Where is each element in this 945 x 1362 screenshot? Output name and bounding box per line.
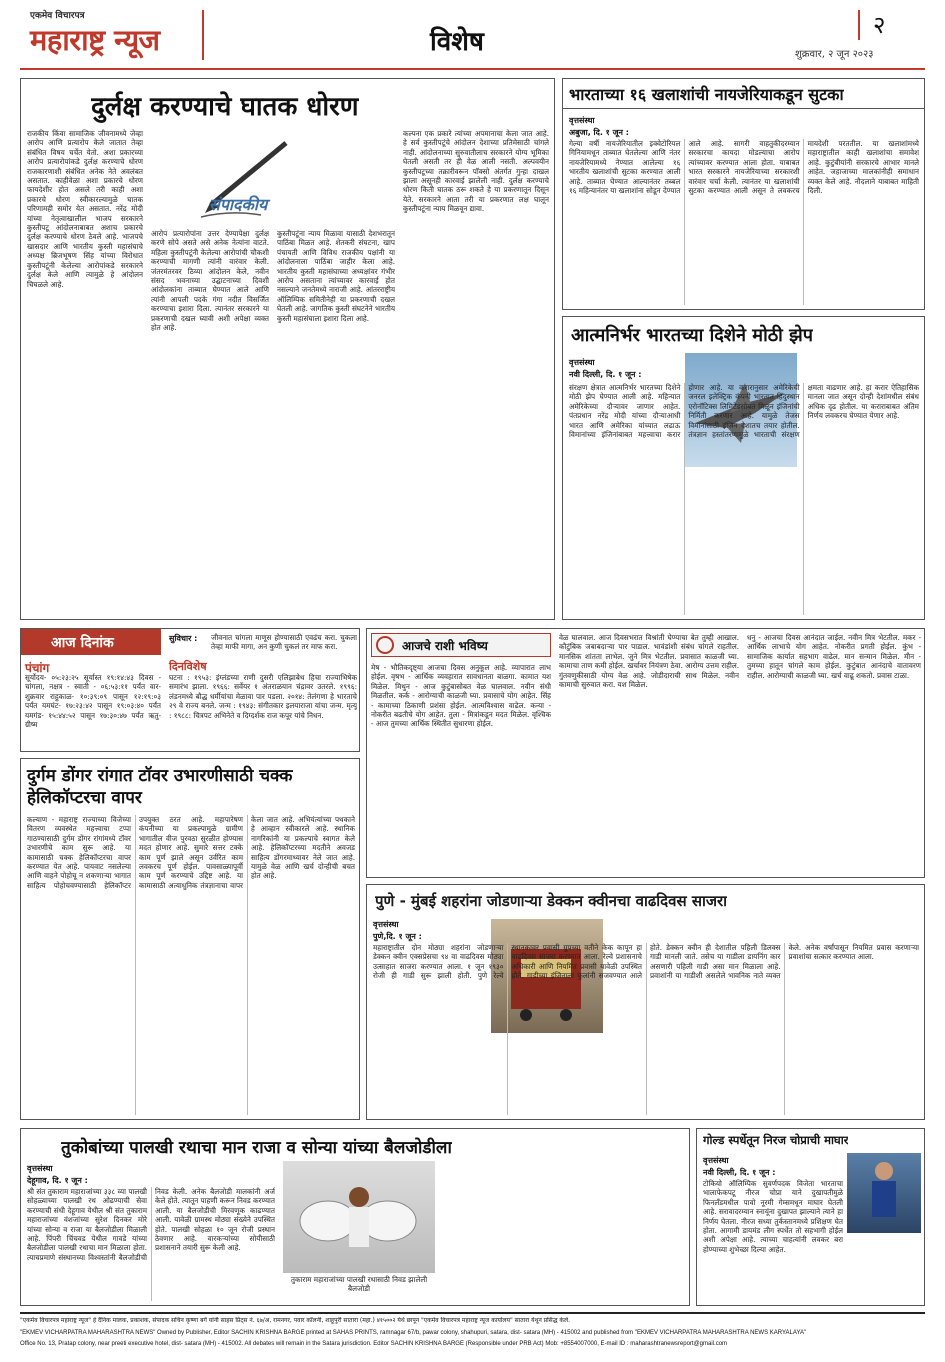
neeraj-body: टोकियो ऑलिम्पिक सुवर्णपदक विजेता भारताचा भालाफेकपटू नीरज चोप्रा याने दुखापतीमुळे फिनलँडमधील पावो नूरमी गेम्समधून माघार घेतली आहे. सरावादरम्यान स्नायूंना दुखापत झाल्याने त्याने हा निर्णय घेतला. नीरज सध्या तुर्कस्तानमध्ये प्रशिक्षण घेत होता. आगामी डायमंड लीग स्पर्धेत तो सहभागी होईल अशी अपेक्षा आहे. त्याच्या चाहत्यांनी लवकर बरा होण्याच्या शुभेच्छा दिल्या आहेत. [703,1179,843,1254]
editorial-box [20,78,555,620]
suvichar-label: सुविचार : [169,634,198,643]
deccan-headline: पुणे - मुंबई शहरांना जोडणाऱ्या डेक्कन क्वीनचा वाढदिवस साजरा [375,892,728,910]
footer-line3: Office No. 13, Pratap colony, near preeti executive hotel, dist- satara (MH) - 415002. All debates will remain in the Satara jurisdiction. Editor SACHIN KRISHNA BARGE (Responsible under PRB Act) Mob: +8554007000, E-mail ID : maharashtranewsreport@gmail.com [20,1341,728,1347]
page-number: २ [873,11,886,39]
nigeria-headline-bar [563,79,924,109]
neeraj-dateline: वृत्तसंस्था [703,1156,729,1165]
durgam-body: कल्याण - महाराष्ट्र राज्याच्या विजेच्या वितरण व्यवस्थेत महत्त्वाचा टप्पा गाठण्यासाठी दुर्गम डोंगर रांगांमध्ये टॉवर उभारणीचे काम सुरू आहे. या कामासाठी चक्क हेलिकॉप्टरचा वापर करण्यात येत आहे. पायवाट नसलेल्या आणि वाहने पोहोचू न शकणाऱ्या भागात साहित्य पोहोचवण्यासाठी हेलिकॉप्टर उपयुक्त ठरत आहे. महापारेषण कंपनीच्या या प्रकल्पामुळे ग्रामीण भागातील वीज पुरवठा सुरळीत होण्यास मदत होणार आहे. सुमारे सत्तर टक्के काम पूर्ण झाले असून उर्वरित काम लवकरच पूर्ण होईल. पावसाळ्यापूर्वी काम पूर्ण करण्याचे उद्दिष्ट आहे. या कामासाठी अत्याधुनिक तंत्रज्ञानाचा वापर केला जात आहे. अभियंत्यांच्या पथकाने हे आव्हान स्वीकारले आहे. स्थानिक नागरिकांनी या प्रकल्पाचे स्वागत केले आहे. हेलिकॉप्टरच्या मदतीने अवजड साहित्य डोंगरमाथ्यावर नेले जात आहे. यामुळे वेळ आणि खर्च दोन्हीची बचत होत आहे. [27,815,355,890]
palkhi-story [20,1128,690,1306]
durgam-story [20,758,360,1120]
editorial-col4: कल्पना एक प्रकारे त्यांच्या अपमानाचा केला जात आहे. हे सर्व कुस्तीपटूंचे आंदोलन देशाच्या प्रतिमेसाठी चांगले नाही. आंदोलनाच्या सुरुवातीलाच सरकारने योग्य भूमिका घेतली असती तर ही वेळ आली नसती. अल्पवयीन कुस्तीपटूच्या तक्रारीवरून पॉक्सो अंतर्गत गुन्हा दाखल झाला असूनही कारवाई झालेली नाही. दुर्लक्ष करण्याचे धोरण किती घातक ठरू शकते हे या प्रकरणातून दिसून येते. सरकारने आता तरी या प्रकरणात लक्ष घालून कुस्तीपटूंना न्याय मिळवून द्यावा. [403,129,549,214]
palkhi-city: देहूगाव, दि. १ जून : [27,1176,88,1185]
editorial-col3: कुस्तीपटूंना न्याय मिळावा यासाठी देशभरातून पाठिंबा मिळत आहे. शेतकरी संघटना, खाप पंचायती आणि विविध राजकीय पक्षांनी या आंदोलनाला पाठिंबा जाहीर केला आहे. भारतीय कुस्ती महासंघाच्या अध्यक्षांवर गंभीर आरोप असताना त्यांच्यावर कारवाई होत नसल्याने जनतेमध्ये नाराजी आहे. आंतरराष्ट्रीय ऑलिम्पिक समितीनेही या प्रकरणाची दखल घेतली आहे. जागतिक कुस्ती संघटनेने भारतीय कुस्ती महासंघाला इशारा दिला आहे. [277,229,395,323]
editorial-headline: दुर्लक्ष करण्याचे घातक धोरण [91,92,359,122]
athlete-icon [847,1153,921,1233]
selfreliant-city: नवी दिल्ली, दि. १ जून : [569,370,642,379]
palkhi-caption: तुकाराम महाराजांच्या पालखी रथासाठी निवड झालेली बैलजोडी [290,1275,428,1294]
section-title: विशेष [430,27,484,57]
nigeria-city: अबुजा, दि. १ जून : [569,128,629,137]
masthead-divider-left [202,10,204,60]
masthead-tagline: एकमेव विचारपत्र [30,11,85,21]
masthead-divider-right [858,10,860,40]
rashi-header [371,633,551,657]
palkhi-headline: तुकोबांच्या पालखी रथाचा मान राजा व सोन्या यांच्या बैलजोडीला [61,1138,452,1158]
editorial-label: संपादकीय [209,195,268,214]
rashi-col3: धनु - आजचा दिवस आनंदात जाईल. नवीन मित्र भेटतील. मकर - आर्थिक लाभाचे योग आहेत. नोकरीत प्रगती होईल. कुंभ - सामाजिक कार्यात सहभाग वाढेल. मान सन्मान मिळेल. मीन - तुमच्या हातून चांगले काम होईल. कुटुंबात आनंदाचे वातावरण राहील. आरोग्याची काळजी घ्या. खर्च वाढू शकतो. प्रवास टाळा. [747,633,921,680]
suvichar-text: जीवनात चांगला माणूस होण्यासाठी एवढंच करा. चुकला तेव्हा माफी मागा, अन कुणी चुकलं तर माफ करा. [211,633,357,652]
dinvishesh-label: दिनविशेष [169,660,207,673]
durgam-headline: दुर्गम डोंगर रांगात टॉवर उभारणीसाठी चक्क हेलिकॉप्टरचा वापर [27,766,293,808]
rashi-col2: वेळ घालवाल. आज दिवसभरात विश्रांती घेण्याचा बेत तुम्ही आखाल. कौटुंबिक जबाबदाऱ्या पार पाडाल. भावंडांशी संबंध चांगले राहतील. मानसिक शांतता लाभेल. जुने मित्र भेटतील. प्रवासात काळजी घ्या. कामाचा ताण कमी होईल. खर्चावर नियंत्रण ठेवा. आरोग्य उत्तम राहील. गुंतवणुकीसाठी योग्य वेळ आहे. जोडीदाराची साथ मिळेल. नवीन कामाची सुरुवात करा. यश मिळेल. [559,633,739,690]
aaj-dinank-box [20,628,360,752]
neeraj-photo [847,1153,921,1233]
zodiac-wheel-icon [376,636,394,654]
aaj-dinank-title: आज दिनांक [51,635,114,651]
deccan-body: महाराष्ट्रातील दोन मोठ्या शहरांना जोडणाऱ्या डेक्कन क्वीन एक्सप्रेसचा ९४ वा वाढदिवस मोठ्या उत्साहात साजरा करण्यात आला. १ जून १९३० रोजी ही गाडी सुरू झाली होती. पुणे रेल्वे स्थानकावर प्रवासी ग्रुपच्या वतीने केक कापून हा वाढदिवस साजरा करण्यात आला. रेल्वे प्रशासनाचे अधिकारी आणि नियमित प्रवासी यावेळी उपस्थित होते. गाडीच्या इंजिनाला फुलांनी सजवण्यात आले होते. डेक्कन क्वीन ही देशातील पहिली डिलक्स गाडी मानली जाते. तसेच या गाडीला डायनिंग कार असणारी पहिली गाडी असा मान मिळाला आहे. प्रवाशांनी या गाडीशी असलेले भावनिक नाते व्यक्त केले. अनेक वर्षांपासून नियमित प्रवास करणाऱ्या प्रवाशांचा सत्कार करण्यात आला. [373,943,919,981]
neeraj-headline: गोल्ड स्पर्धेतून निरज चोप्राची माघार [703,1133,849,1147]
editorial-col2: आरोप प्रत्यारोपांना उत्तर देण्यापेक्षा दुर्लक्ष करणे सोपे असते असे अनेक नेत्यांना वाटते. महिला कुस्तीपटूंनी केलेल्या आरोपांची चौकशी करण्याची मागणी त्यांनी वारंवार केली. जंतरमंतरवर ठिय्या आंदोलन केले, नवीन संसद भवनाच्या उद्घाटनाच्या दिवशी आंदोलकांना ताब्यात घेण्यात आले आणि त्यांनी आपली पदके गंगा नदीत विसर्जित करण्याचा इशारा दिला. त्यानंतर सरकारने या प्रकरणाची दखल घ्यावी अशी अपेक्षा व्यक्त होत आहे. [151,229,269,333]
bullock-pair-photo [283,1161,435,1273]
selfreliant-headline: आत्मनिर्भर भारतच्या दिशेने मोठी झेप [571,325,813,346]
masthead-brand: महाराष्ट्र न्यूज [30,23,160,57]
footer-line1: "एकमेव विचारपत्र महाराष्ट्र न्यूज" हे दैनिक मालक, प्रकाशक, संपादक सचिन कृष्णा बर्गे यांनी साहस प्रिंट्स नं. ६७/अ, रामनगर, पवार कॉलनी, शाहूपुरी सातारा (महा.) ४१५००२ येथे छापून "एकमेव विचारपत्र महाराष्ट्र न्यूज कार्यालय" सातारा येथून प्रसिद्ध केले. [20,1317,570,1324]
selfreliant-story [562,316,925,620]
editorial-col1: राजकीय किंवा सामाजिक जीवनामध्ये जेव्हा आरोप आणि प्रत्यारोप केले जातात तेव्हा संबंधित विषय चर्चेत येतो. अशा प्रकारच्या आरोप प्रत्यारोपांकडे दुर्लक्ष करण्याचे धोरण राजकारणाशी संबंधित अनेक नेते अवलंबत असतात. काहीवेळा अशा प्रकारचे धोरण फायदेशीर होत असले तरी काही अशा प्रकारचे धोरण स्वीकारल्यामुळे घातक परिणामही समोर येत असतात. नरेंद्र मोदी यांच्या नेतृत्वाखालील भाजप सरकारने कुस्तीपटू आंदोलनाबाबत अशाच प्रकारचे दुर्लक्ष करण्याचे धोरण ठेवले आहे. भाजपचे खासदार आणि भारतीय कुस्ती महासंघाचे अध्यक्ष ब्रिजभूषण सिंह यांच्या विरोधात कुस्तीपटूंनी केलेल्या आरोपांकडे सरकारने दुर्लक्ष केले आणि त्यामुळे हे आंदोलन चिघळले आहे. [27,129,143,289]
rashi-col1: मेष - भौतिकदृष्ट्या आजचा दिवस अनुकूल आहे. व्यापारात लाभ होईल. वृषभ - आर्थिक व्यवहारात सावधानता बाळगा. कामात यश मिळेल. मिथुन - आज कुटुंबासोबत वेळ घालवाल. नवीन संधी मिळतील. कर्क - आरोग्याची काळजी घ्या. प्रवासाचे योग आहेत. सिंह - कामाच्या ठिकाणी प्रशंसा होईल. आत्मविश्वास वाढेल. कन्या - नोकरीत बढतीचे योग आहेत. तुला - मित्रांकडून मदत मिळेल. वृश्चिक - आज तुमच्या आर्थिक स्थितीत सुधारणा होईल. [371,663,551,729]
nigeria-story [562,78,925,310]
issue-date: शुक्रवार, २ जून २०२३ [795,49,874,60]
rashi-box [366,628,925,878]
selfreliant-body: संरक्षण क्षेत्रात आत्मनिर्भर भारतच्या दिशेने मोठी झेप घेण्यात आली आहे. महिन्यात अमेरिकेच्या दौऱ्यावर जाणार आहेत. पंतप्रधान नरेंद्र मोदी यांच्या दौऱ्याआधी भारत आणि अमेरिका यांच्यात लढाऊ विमानांच्या इंजिनांबाबत महत्त्वाचा करार होणार आहे. या करारानुसार अमेरिकेची जनरल इलेक्ट्रिक कंपनी भारतात हिंदुस्थान एरोनॉटिक्स लिमिटेडसोबत मिळून इंजिनांची निर्मिती करणार आहे. यामुळे तेजस विमानांसाठी इंजिन देशातच तयार होतील. तंत्रज्ञान हस्तांतरणामुळे भारताची संरक्षण क्षमता वाढणार आहे. हा करार ऐतिहासिक मानला जात असून दोन्ही देशांमधील संबंध अधिक दृढ होतील. या कराराबाबत अंतिम निर्णय लवकरच घेण्यात येणार आहे. [569,383,919,440]
deccan-city: पुणे,दि. १ जून : [373,932,422,941]
nigeria-body: गेल्या वर्षी नायजेरियातील इक्वेटोरियल गिनियामधून ताब्यात घेतलेल्या आणि नंतर नायजेरियामध्ये नेण्यात आलेल्या १६ भारतीय खलाशांची सुटका करण्यात आली आहे. ताब्यात घेण्यात आल्यानंतर तब्बल १६ महिन्यानंतर या खलाशांना सोडून देण्यात आले आहे. सागरी वाहतुकीदरम्यान सरकारचा कायदा मोडल्याचा आरोप त्यांच्यावर करण्यात आला होता. याबाबत भारत सरकारने नायजेरियाच्या सरकारशी वारंवार चर्चा केली. त्यानंतर या खलाशांची सुटका करण्यात आली असून ते लवकरच मायदेशी परततील. या खलाशांमध्ये महाराष्ट्रातील काही खलाशांचा समावेश आहे. कुटुंबीयांनी सरकारचे आभार मानले आहेत. जहाजाच्या मालकांनीही समाधान व्यक्त केले आहे. नौदलाने याबाबत माहिती दिली. [569,139,919,196]
neeraj-story [696,1128,925,1306]
rashi-title: आजचे राशी भविष्य [402,639,488,653]
footer-line2: "EKMEV VICHARPATRA MAHARASHTRA NEWS" Owned by Publisher, Editor SACHIN KRISHNA BARGE printed at SAHAS PRINTS, ramnagar 67/b, pawar colony, shahupuri, satara, dist- satara (MH) - 415002 and published from "EKMEV VICHARPATRA MAHARASHTRA NEWS KARYALAYA" [20,1330,807,1336]
masthead [30,8,925,64]
panchang-label: पंचांग [25,661,50,675]
bullock-icon [283,1161,435,1273]
selfreliant-dateline: वृत्तसंस्था [569,358,595,367]
aaj-dinank-header [21,629,161,655]
panchang-text: सूर्योदय- ०५:२३:२५ सूर्यास्त १९:१४:४३ दिवस - चांगला, नक्षत्र - स्वाती - ०६:५३:११ पर्यंत वार- शुक्रवार राहुकाळ- १०:३९:०९ पासून १२:१९:०३ पर्यंत यमघंट- १७:२३:४२ पासून १९:०३:४० पर्यंत यमगंड- १५:४४:५२ पासून १७:३०:४७ पर्यंत ऋतु- ग्रीष्म [25,673,161,730]
deccan-dateline: वृत्तसंस्था [373,920,399,929]
palkhi-body: श्री संत तुकाराम महाराजांच्या ३३८ व्या पालखी सोहळ्याच्या पालखी रथ ओढण्याची सेवा करण्याची संधी देहूगाव येथील श्री संत तुकाराम महाराजांच्या वंशजांच्या सुरेश दिनकर मोरे यांच्या सोन्या व राजा या बैलजोडीला मिळाली आहे. पिंपरी चिंचवड येथील गावडे यांच्या बैलजोडीला पालखी रथाचा मान मिळाला होता. त्याचप्रमाणे संस्थानच्या विश्वस्तांनी बैलजोडीची निवड केली. अनेक बैलजोडी मालकांनी अर्ज केले होते. त्यातून पाहणी करून निवड करण्यात आली. या बैलजोडीची मिरवणूक काढण्यात आली. यावेळी ग्रामस्थ मोठ्या संख्येने उपस्थित होते. पालखी सोहळा १० जून रोजी प्रस्थान ठेवणार आहे. वारकऱ्यांच्या सोयीसाठी प्रशासनाने तयारी सुरू केली आहे. [27,1187,275,1262]
footer [20,1312,925,1354]
masthead-rule [20,68,925,70]
palkhi-dateline: वृत्तसंस्था [27,1164,53,1173]
editorial-pen-illustration [191,135,301,225]
deccan-story [366,884,925,1120]
nigeria-headline: भारताच्या १६ खलाशांची नायजेरियाकडून सुटका [569,85,844,104]
neeraj-city: नवी दिल्ली, दि. १ जून : [703,1168,776,1177]
dinvishesh-text: घटना : १९५३: इंग्लंडच्या राणी दुसरी एलिझाबेथ हिचा राज्याभिषेक समारंभ झाला. १९६६: सर्वेयर १ अंतराळयान चंद्रावर उतरले. १९९६: लंडनमध्ये बौद्ध धर्मीयांचा मेळावा पार पडला. २०१४: तेलंगणा हे भारताचे २९ वे राज्य बनले. जन्म : १९४३: संगीतकार इलयाराजा यांचा जन्म. मृत्यू : १९८८: चित्रपट अभिनेते व दिग्दर्शक राज कपूर यांचे निधन. [169,673,357,720]
nigeria-dateline: वृत्तसंस्था [569,116,595,125]
